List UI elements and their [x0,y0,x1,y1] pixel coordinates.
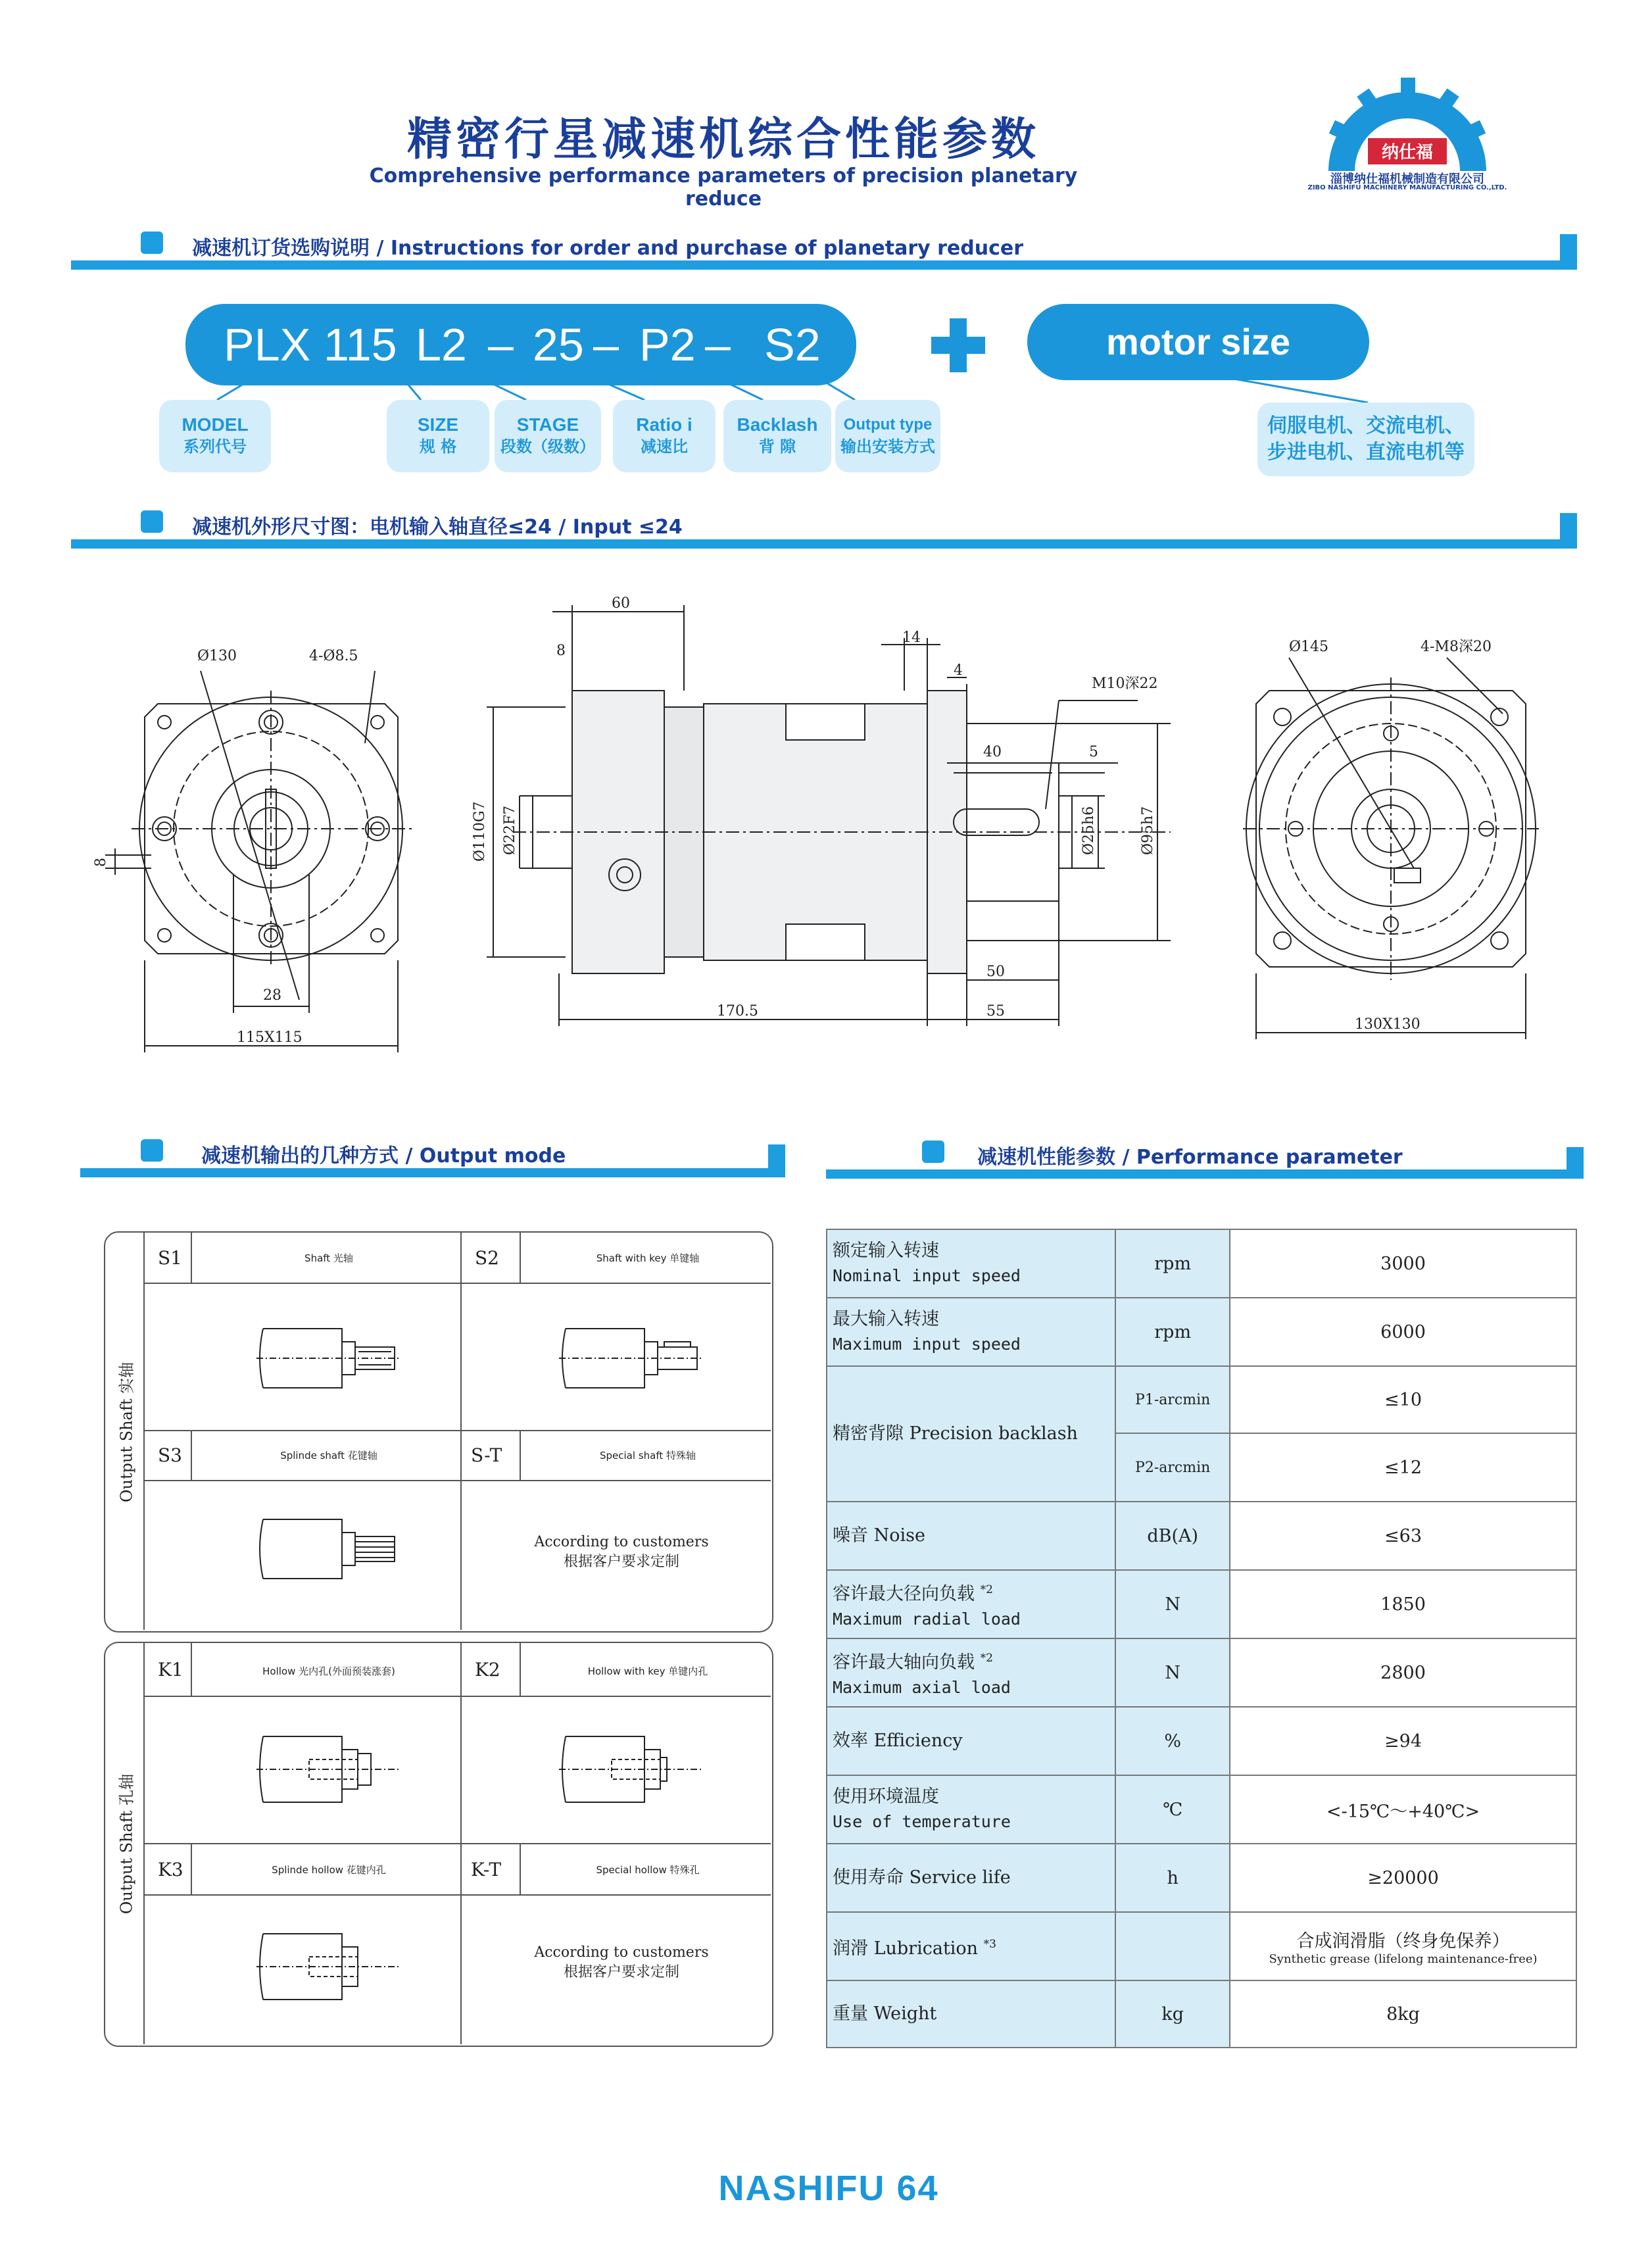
dim-text: Ø145 [1289,639,1329,655]
logo-text: 纳仕福 [1381,143,1434,162]
code-tag-model: MODEL 系列代号 [159,400,271,472]
dim-text: Ø22F7 [502,805,518,855]
dim-text: 55 [986,1003,1005,1019]
dim-text: 5 [1089,744,1098,760]
hollow-shaft-panel [104,1642,773,2047]
panel-divider [520,1430,521,1481]
hollow-k3-icon [250,1921,408,2013]
panel-divider [143,1233,145,1630]
panel-divider [460,1643,462,2044]
output-code-k1: K1 [158,1659,183,1681]
dim-text: 115X115 [237,1029,303,1046]
dim-text: Ø95h7 [1140,806,1156,855]
panel-divider [191,1233,192,1284]
output-name-k3: Splinde hollow 花键内孔 [272,1864,386,1876]
table-row: 使用寿命 Service life h ≥20000 [827,1844,1576,1912]
section-divider-tick [768,1144,785,1177]
motor-size-pill: motor size [1027,304,1369,380]
section-icon [141,510,163,533]
page-title: 精密行星减速机综合性能参数 [406,114,1040,166]
output-name-kt: Special hollow 特殊孔 [596,1864,700,1876]
code-stage: L2 [416,319,467,370]
dim-text: 14 [902,629,921,646]
code-tag-backlash: Backlash 背 隙 [723,400,831,472]
hollow-k1-icon [250,1723,408,1815]
dim-text: 130X130 [1355,1016,1421,1033]
output-code-s2: S2 [475,1247,499,1269]
solid-shaft-label: Output Shaft 实轴 [117,1362,136,1503]
panel-divider [191,1430,192,1481]
code-dash: – [593,319,619,370]
dim-text: 170.5 [717,1003,758,1019]
section-divider [71,539,1577,549]
code-tag-stage: STAGE 段数（级数） [495,400,601,472]
table-row: 最大输入转速 Maximum input speed rpm 6000 [827,1298,1576,1366]
hollow-shaft-label: Output Shaft 孔轴 [117,1773,136,1915]
panel-divider [143,1480,771,1481]
dim-text: M10深22 [1092,676,1158,692]
panel-divider [520,1233,521,1284]
code-backlash: P2 [639,319,696,370]
dim-text: 8 [556,643,566,659]
shaft-s3-icon [250,1506,408,1592]
section-title-order: 减速机订货选购说明 / Instructions for order and purchase of planetary reducer [192,237,1024,260]
table-row: 润滑 Lubrication $^{*3}$ 合成润滑脂（终身免保养） Synthetic grease (lifelong maintenance-free) [827,1912,1576,1980]
plus-icon-bar [931,337,985,354]
output-code-s3: S3 [158,1444,182,1466]
panel-divider [143,1894,771,1896]
section-title-performance: 减速机性能参数 / Performance parameter [977,1146,1403,1169]
front-view-drawing [79,618,447,1066]
panel-divider [143,1843,771,1844]
shaft-s2-icon [552,1315,710,1401]
solid-shaft-panel [104,1231,773,1633]
dim-text: Ø110G7 [472,801,488,862]
code-dash: – [488,319,514,370]
dim-text: 60 [612,595,630,612]
panel-divider [520,1843,521,1896]
output-code-s1: S1 [158,1247,182,1269]
dim-text: 40 [983,744,1002,760]
section-title-output-mode: 减速机输出的几种方式 / Output mode [201,1144,566,1167]
panel-divider [143,1430,771,1431]
dim-text: 4 [954,662,963,679]
dim-text: Ø130 [197,648,237,664]
output-code-st: S-T [471,1444,502,1466]
code-size: 115 [324,319,397,370]
table-row: 容许最大轴向负载 $^{*2}$ Maximum axial load N 2800 [827,1638,1576,1707]
table-row: 噪音 Noise dB(A) ≤63 [827,1502,1576,1570]
code-tag-ratio: Ratio i 减速比 [613,400,716,472]
code-output: S2 [764,319,821,370]
table-row: 容许最大径向负载 $^{*2}$ Maximum radial load N 1850 [827,1570,1576,1638]
output-name-st: Special shaft 特殊轴 [600,1450,696,1462]
section-divider [826,1169,1582,1179]
code-ratio: 25 [533,319,584,370]
section-divider-tick [1567,1147,1584,1179]
table-row: 额定输入转速 Nominal input speed rpm 3000 [827,1229,1576,1298]
table-row: 精密背隙 Precision backlash P1-arcmin ≤10 [827,1366,1576,1433]
motor-types: 伺服电机、交流电机、 步进电机、直流电机等 [1257,403,1474,476]
section-title-dimensions: 减速机外形尺寸图：电机输入轴直径≤24 / Input ≤24 [192,516,683,539]
dim-text: 50 [986,964,1005,980]
shaft-s1-icon [250,1315,408,1401]
panel-divider [143,1696,771,1697]
performance-table [826,1229,1577,2048]
section-icon [141,1139,163,1162]
panel-divider [520,1643,521,1697]
code-dash: – [705,319,731,370]
page-subtitle: Comprehensive performance parameters of precision planetary reduce [369,164,1078,210]
company-name-en: ZIBO NASHIFU MACHINERY MANUFACTURING CO.,LTD. [1307,184,1507,191]
panel-divider [191,1843,192,1896]
model-code-pill [185,304,856,385]
dim-text: 28 [263,987,281,1004]
table-row: P2-arcmin ≤12 [827,1433,1576,1502]
company-name-cn: 淄博纳仕福机械制造有限公司 [1330,172,1484,186]
output-name-k2: Hollow with key 单键内孔 [587,1665,708,1677]
dim-text: 4-Ø8.5 [309,648,358,664]
code-tag-size: SIZE 规 格 [387,400,489,472]
table-row: 效率 Efficiency % ≥94 [827,1707,1576,1775]
dim-text: 8 [93,858,109,867]
code-tag-output: Output type 输出安装方式 [835,400,940,472]
custom-output-note: According to customers 根据客户要求定制 [534,1534,709,1570]
code-model: PLX [224,319,311,370]
table-row: 使用环境温度 Use of temperature ℃ <-15℃～+40℃> [827,1775,1576,1844]
output-code-k3: K3 [158,1859,183,1880]
panel-divider [460,1233,462,1630]
custom-output-note: According to customers 根据客户要求定制 [534,1944,709,1980]
output-name-s1: Shaft 光轴 [304,1252,353,1264]
page-footer: NASHIFU 64 [718,2169,939,2208]
table-row: 重量 Weight kg 8kg [827,1980,1576,2048]
dim-text: 4-M8深20 [1421,639,1492,655]
output-name-s2: Shaft with key 单键轴 [596,1252,700,1264]
rear-view-drawing [1230,618,1572,1052]
hollow-k2-icon [552,1723,710,1815]
section-icon [922,1141,944,1163]
panel-divider [143,1283,771,1284]
panel-divider [191,1643,192,1697]
section-divider [80,1168,784,1177]
side-view-drawing [460,585,1184,1046]
section-divider-tick [1560,513,1577,549]
output-code-k2: K2 [475,1659,500,1681]
dim-text: Ø25h6 [1081,806,1097,855]
output-name-s3: Splinde shaft 花键轴 [280,1450,377,1462]
output-name-k1: Hollow 光内孔(外面预装涨套) [262,1665,395,1677]
output-code-kt: K-T [471,1859,502,1880]
